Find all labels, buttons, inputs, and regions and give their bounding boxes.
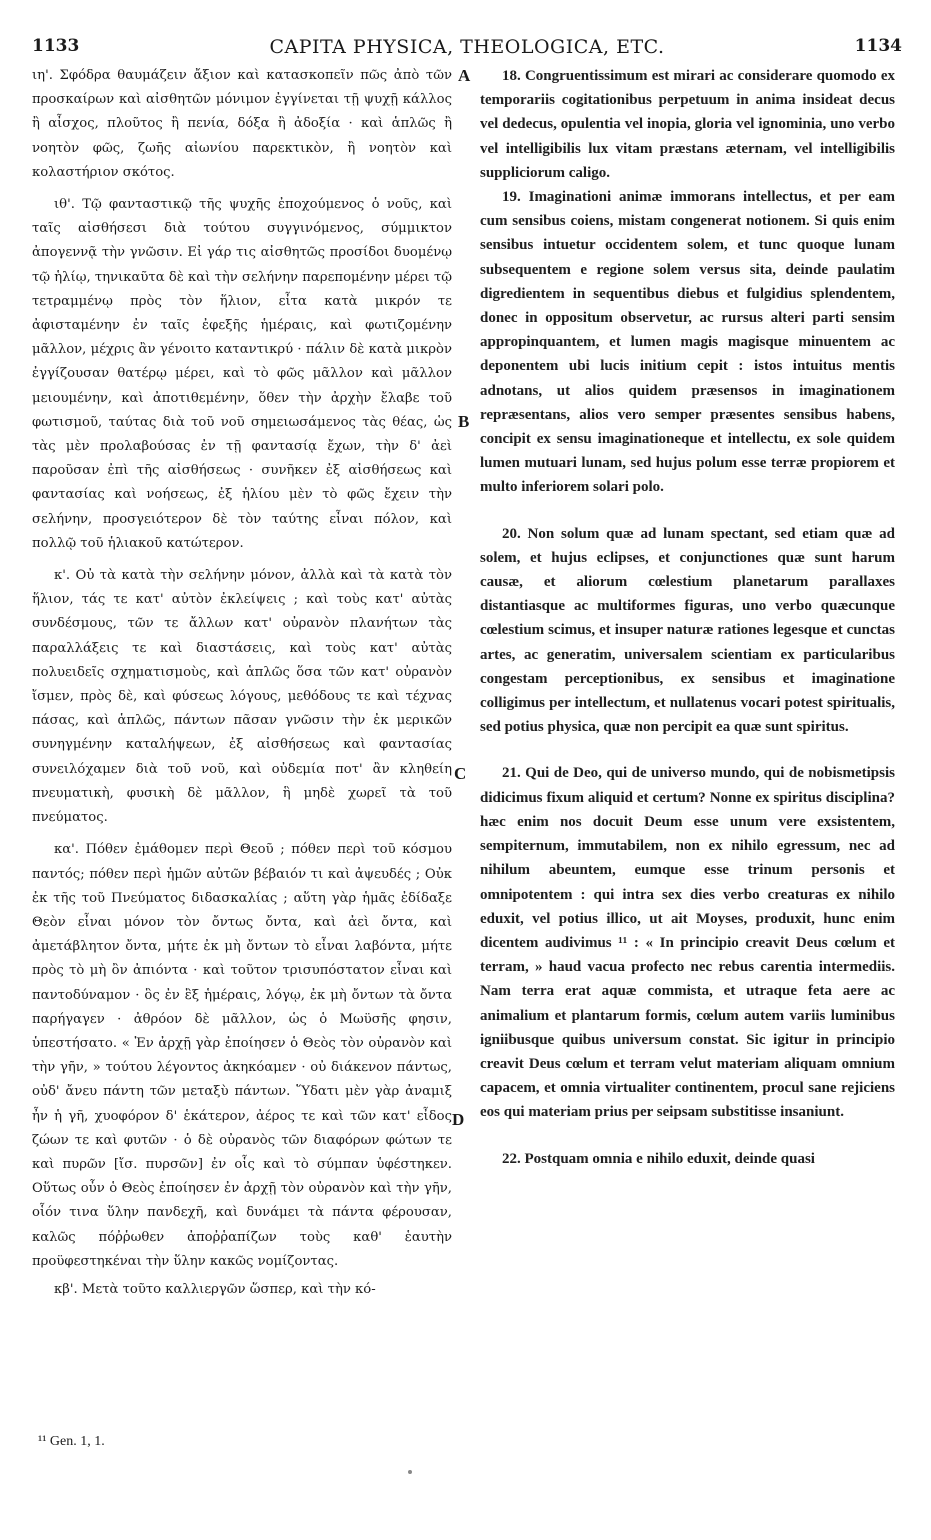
latin-paragraph-22: 22. Postquam omnia e nihilo eduxit, deinde quasi <box>502 1150 815 1167</box>
latin-paragraph-19: 19. Imaginationi animæ immorans intellectus, et per eam cum sensibus coiens, mistam congenerat notionem. Si quis enim sensibus intuetur occidentem solem, et tunc quoque lunam subsequentem e regione solem versus sita, deinde paulatim digredientem in sequentibus diebus et fulgidius splendentem, donec in oppositum observetur, ac rursus alteri parti sensim appropinquantem, et lumen magis magisque minuentem ac deponentem ubi lucis initium cepit : istos intuitus mentis adnotans, ut alios quidem præsensos in imaginationem repræsentans, alios vero semper præsentes sensibus habens, concipit ex sensu imaginationeque et intellectu, ex sole quidem lumen mutuari lunam, sed hujus polum esse terræ propiorem et multo inferiorem solari polo. <box>480 189 895 496</box>
running-title: CAPITA PHYSICA, THEOLOGICA, ETC. <box>269 36 665 58</box>
greek-column <box>32 64 452 1302</box>
greek-paragraph-21: κα'. Πόθεν ἐμάθομεν περὶ Θεοῦ ; πόθεν περὶ τοῦ κόσμου παντός; πόθεν περὶ ἡμῶν αὐτῶν βέβαιόν τι καὶ ἀψευδές ; Οὐκ ἐκ τῆς τοῦ Πνεύματος διδασκαλίας ; αὕτη γὰρ ἡμᾶς ἐδίδαξε Θεὸν εἶναι μόνον τὸν ὄντως ὄντα, καὶ ἀεὶ ὄντα, καὶ ἀμετάβλητον ὄντα, μήτε ἐκ μὴ ὄντων τὸ εἶναι λαβόντα, μήτε πρὸς τὸ μὴ ὂν ἀπιόντα · καὶ τοῦτον τρισυπόστατον εἶναι καὶ παντοδύναμον · ὃς ἐν ἓξ ἡμέραις, λόγῳ, ἐκ μὴ ὄντων τὰ ὄντα παρήγαγεν · ἀθρόον δὲ μᾶλλον, ὡς ὁ Μωϋσῆς φησιν, ὑπεστήσατο. « Ἐν ἀρχῇ γὰρ ἐποίησεν ὁ Θεὸς τὸν οὐρανὸν καὶ τὴν γῆν, » τούτου λέγοντος ἀκηκόαμεν · οὐ διάκενον πάντως, οὐδ' ἄνευ πάντη τῶν μεταξὺ πάντων. Ὕδατι μὲν γὰρ ἀναμιξ ἦν ἡ γῆ, χυοφόρον δ' ἑκάτερον, ἀέρος τε καὶ τῶν κατ' εἶδος ζώων τε καὶ φυτῶν · ὁ δὲ οὐρανὸς τῶν διαφόρων φώτων τε καὶ πυρῶν [ἴσ. πυρσῶν] ἐν οἷς καὶ τὸ σύμπαν ὑφέστηκεν. Οὕτως οὖν ὁ Θεὸς ἐποίησεν ἐν ἀρχῇ τὸν οὐρανὸν καὶ τὴν γῆν, οἷόν τινα ὕλην πανδεχῆ, καὶ δυνάμει τὰ πάντα φέρουσαν, καλῶς πόῤῥωθεν ἀποῤῥαπίζων τοὺς καθ' ἑαυτὴν προϋφεστηκέναι τὴν ὕλην κακῶς νομίζοντας. <box>32 842 452 1269</box>
footnote: ¹¹ Gen. 1, 1. <box>38 1434 105 1449</box>
greek-paragraph-22: κβ'. Μετὰ τοῦτο καλλιεργῶν ὥσπερ, καὶ τὴν κό- <box>54 1281 376 1297</box>
latin-paragraph-18: 18. Congruentissimum est mirari ac considerare quomodo ex temporariis cogitationibus perpetuum in anima insideat decus vel dedecus, opulentia vel inopia, gloria vel ignominia, uno verbo vel intelligibilis lux vitam præstans æternam, vel intelligibilis suppliciorum caligo. <box>480 68 895 181</box>
speck <box>408 1470 412 1474</box>
latin-paragraph-21: 21. Qui de Deo, qui de universo mundo, qui de nobismetipsis didicimus fixum aliquid et certum? Nonne ex spiritus disciplina? hæc enim nos docuit Deum esse unum vere exsistentem, sempiternum, immutabilem, non ex nihilo egressum, nec ad nihilum abeuntem, eumque esse trinum personis et omnipotentem : qui intra sex dies verbo creaturas ex nihilo eduxit, vel potius illico, ut ait Moyses, produxit, hunc enim dicentem audivimus ¹¹ : « In principio creavit Deus cœlum et terram, » haud vacua profecto nec rebus carentia intermediis. Nam terra erat aquæ commista, et utraque feta aere ac animalium et plantarum formis, cœlum autem variis luminibus igniibusque quibus universum constat. Sic igitur in principio creavit Deus cœlum et terram velut materiam aliquam omnium capacem, et omnia virtualiter continentem, procul sane rejiciens eos qui materiam prius per seipsam substitisse insaniunt. <box>480 765 895 1121</box>
margin-letter-b: B <box>458 412 470 431</box>
margin-letter-d: D <box>452 1110 465 1129</box>
greek-paragraph-19: ιθ'. Τῷ φανταστικῷ τῆς ψυχῆς ἐποχούμενος ὁ νοῦς, καὶ ταῖς αἰσθήσεσι διὰ τούτου συγγινόμενος, σύμμικτον ἀπογεννᾷ τὴν γνῶσιν. Εἰ γάρ τις αἰσθητῶς προσίδοι δυομένῳ τῷ ἡλίῳ, τηνικαῦτα δὲ καὶ τὴν σελήνην παρεπομένην μέρει τῷ τετραμμένῳ πρὸς τὸν ἥλιον, εἶτα κατὰ μικρόν τε ἀφισταμένην ἐν ταῖς ἐφεξῆς ἡμέραις, καὶ φωτιζομένην μᾶλλον, μέχρις ἂν γένοιτο καταντικρύ · πάλιν δὲ κατὰ μικρὸν ἐγγίζουσαν θατέρῳ μέρει, καὶ τὸ φῶς μᾶλλον καὶ μᾶλλον μειουμένην, καὶ ἀποτιθεμένην, ὅθεν τὴν ἀρχὴν ἔλαβε τοῦ φωτισμοῦ, ταύτας διὰ τοῦ νοῦ σημειωσάμενος τὰς θέας, ὡς τὰς μὲν προλαβούσας ἐν τῇ φαντασίᾳ ἔχων, τὴν δ' ἀεὶ παροῦσαν ἐπὶ τῆς αἰσθήσεως · συνῆκεν ἐξ αἰσθήσεως καὶ φαντασίας καὶ νοήσεως, ἐξ ἡλίου μὲν τὸ φῶς ἔχειν τὴν σελήνην, προσγειότερον δὲ τὸν ταύτης εἶναι πόλον, καὶ πολλῷ τοῦ ἡλιακοῦ κατώτερον. <box>32 197 452 551</box>
greek-paragraph-20: κ'. Οὐ τὰ κατὰ τὴν σελήνην μόνον, ἀλλὰ καὶ τὰ κατὰ τὸν ἥλιον, τάς τε κατ' αὐτὸν ἐκλείψεις ; καὶ τοὺς κατ' αὐτὰς συνδέσμους, τῶν τε ἄλλων κατ' οὐρανὸν πλανήτων τὰς παραλλάξεις τε καὶ διαστάσεις, καὶ τοὺς κατ' αὐτὰς πολυειδεῖς σχηματισμοὺς, καὶ ἁπλῶς ὅσα τῶν κατ' οὐρανὸν ἴσμεν, πρὸς δὲ, καὶ φύσεως λόγους, μεθόδους τε καὶ τέχνας πάσας, καὶ ἁπλῶς, πάντων πᾶσαν γνῶσιν τὴν ἐκ μερικῶν συνηγμένην καταλήψεων, ἐξ αἰσθήσεως καὶ φαντασίας συνειλόχαμεν διὰ τοῦ νοῦ, καὶ οὐδεμία ποτ' ἂν κληθείη πνευματικὴ, φυσικὴ δὲ μᾶλλον, ἣ μηδὲ χωρεῖ τὰ τοῦ πνεύματος. <box>32 568 452 826</box>
page-number-left: 1133 <box>32 36 80 56</box>
latin-paragraph-20: 20. Non solum quæ ad lunam spectant, sed etiam quæ ad solem, et hujus eclipses, et conjunctiones quæ sunt harum causæ, et aliorum cœlestium planetarum parallaxes distantiasque ac multiformes figuras, uno verbo quæcunque cœlestium scimus, et insuper naturæ rationes legesque et cunctas artes, ac generatim, universalem scientiam ex particularibus congestam perceptionibus, ex sensibus et imaginatione colligimus per intellectum, et nullatenus vocari potest spiritualis, sed potius physica, quæ non percipit ea quæ sunt spiritus. <box>480 525 895 736</box>
column-divider <box>465 64 466 1434</box>
page-header <box>32 36 902 60</box>
margin-letter-c: C <box>454 764 467 783</box>
margin-letter-a: A <box>458 66 471 85</box>
page-number-right: 1134 <box>854 36 902 56</box>
greek-paragraph-18: ιη'. Σφόδρα θαυμάζειν ἄξιον καὶ κατασκοπεῖν πῶς ἀπὸ τῶν προσκαίρων καὶ αἰσθητῶν μόνιμον ἐγγίνεται τῇ ψυχῇ κάλλος ἢ αἶσχος, πλοῦτος ἢ πενία, δόξα ἢ ἀδοξία · καὶ ἁπλῶς ἢ νοητὸν φῶς, ζωῆς αἰωνίου παρεκτικὸν, ἢ νοητὸν καὶ κολαστήριον σκότος. <box>32 68 452 180</box>
latin-column <box>480 64 895 1171</box>
